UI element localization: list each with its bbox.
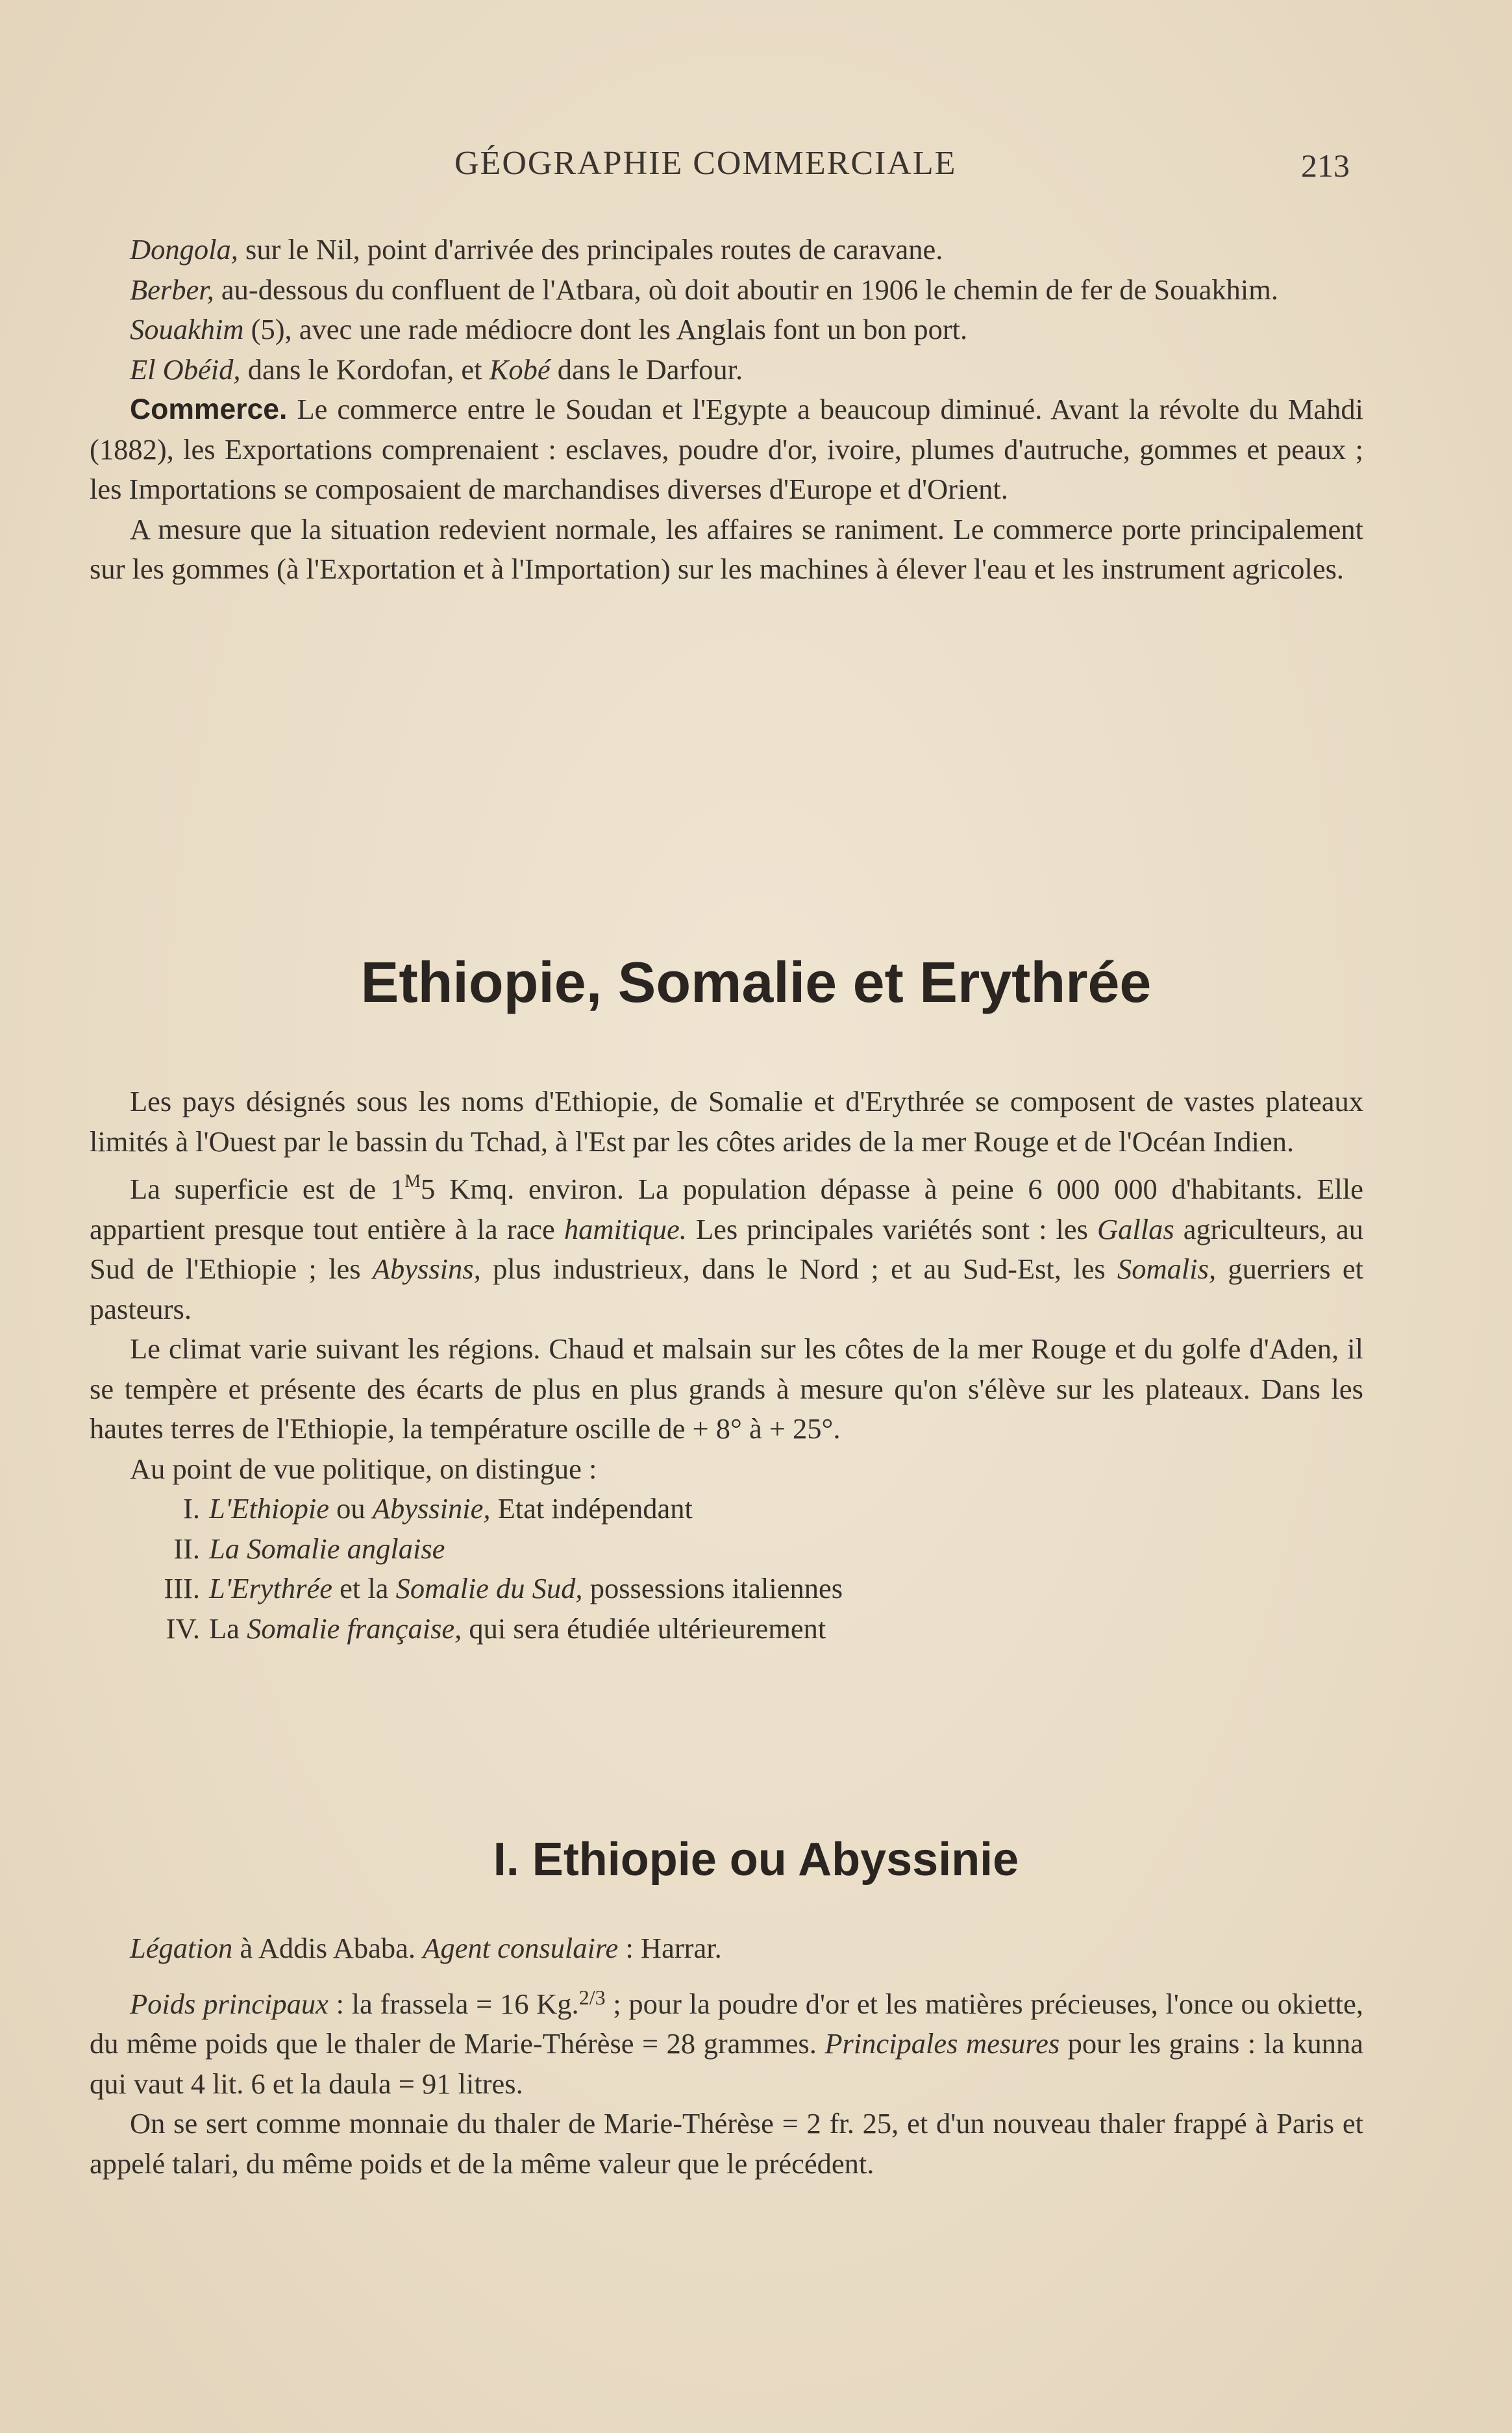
list-number: III.: [164, 1572, 200, 1604]
commerce-paragraph: [90, 390, 1363, 510]
city-name: Souakhim: [130, 313, 244, 345]
city-name: Kobé: [489, 353, 551, 386]
text-run-italic: L'Ethiopie: [209, 1492, 330, 1525]
list-number: I.: [183, 1492, 200, 1525]
text-run-italic: Légation: [130, 1932, 233, 1964]
fraction: 2/3: [578, 1985, 606, 2009]
text-run-italic: L'Erythrée: [209, 1572, 332, 1604]
city-description: dans le Darfour.: [550, 353, 743, 386]
text-run: Les principales variétés sont : les: [686, 1212, 1098, 1245]
text-run: ; pour la poudre d'or et les matières précieuses, l'once ou okiette, du même poids que le thaler de Marie-Thérèse = 28 grammes.: [90, 1987, 1363, 2060]
text-run: guerriers et pasteurs.: [90, 1253, 1363, 1325]
commerce-text: Le commerce entre le Soudan et l'Egypte a beaucoup diminué. Avant la révolte du Mahdi (1882), les Exportations comprenaient : esclaves, poudre d'or, ivoire, plumes d'autruche, gommes et peaux ; les Importations se composaient de marchandises diverses d'Europe et d'Orient.: [90, 393, 1363, 505]
list-item: [90, 1569, 1363, 1609]
paragraph-population: [90, 1162, 1363, 1329]
political-divisions-list: [90, 1489, 1363, 1649]
section-title: Ethiopie, Somalie et Erythrée: [360, 950, 1152, 1014]
city-description: au-dessous du confluent de l'Atbara, où doit aboutir en 1906 le chemin de fer de Souakhim.: [214, 273, 1279, 306]
text-run-italic: Somalie du Sud,: [395, 1572, 583, 1604]
soudan-continuation: [90, 230, 1363, 590]
text-run: : Harrar.: [618, 1932, 722, 1964]
text-run: agriculteurs, au Sud de l'Ethiopie ; les: [90, 1212, 1363, 1285]
paragraph-currency: On se sert comme monnaie du thaler de Marie-Thérèse = 2 fr. 25, et d'un nouveau thaler frappé à Paris et appelé talari, du même poids et de la même valeur que le précédent.: [90, 2107, 1363, 2180]
text-run: ou: [329, 1492, 373, 1525]
city-entry-dongola: [90, 230, 1363, 270]
mesure-paragraph: A mesure que la situation redevient normale, les affaires se raniment. Le commerce porte principalement sur les gommes (à l'Exportation et à l'Importation) sur les machines à élever l'eau et les instrument agricoles.: [90, 512, 1363, 585]
city-entry-berber: [90, 270, 1363, 310]
paragraph-weights: [90, 1978, 1363, 2104]
list-item: [90, 1529, 1363, 1569]
subsection-body: [90, 1919, 1363, 2184]
text-run: 5 Kmq. environ. La population dépasse à peine 6 000 000 d'habitants. Elle appartient presque tout entière à la race: [90, 1173, 1363, 1245]
text-run-italic: Somalis,: [1117, 1253, 1217, 1285]
city-entry-souakhim: [90, 310, 1363, 350]
text-run: Etat indépendant: [490, 1492, 693, 1525]
text-run-italic: Poids principaux: [130, 1987, 328, 2020]
city-description: sur le Nil, point d'arrivée des principales routes de caravane.: [238, 233, 943, 266]
text-run: à Addis Ababa.: [232, 1932, 423, 1964]
list-item: [90, 1609, 1363, 1649]
paragraph-legation: [90, 1928, 1363, 1969]
text-run-italic: La Somalie anglaise: [209, 1532, 445, 1565]
paragraph-climate: Le climat varie suivant les régions. Chaud et malsain sur les côtes de la mer Rouge et du golfe d'Aden, il se tempère et présente des écarts de plus en plus grands à mesure qu'on s'élève sur les plateaux. Dans les hautes terres de l'Ethiopie, la température oscille de + 8° à + 25°.: [90, 1332, 1363, 1445]
city-name: Dongola,: [130, 233, 238, 266]
paragraph-politics: Au point de vue politique, on distingue :: [130, 1452, 597, 1485]
city-description: dans le Kordofan, et: [240, 353, 490, 386]
list-number: II.: [173, 1532, 200, 1565]
text-run: et la: [332, 1572, 396, 1604]
commerce-heading: Commerce.: [130, 393, 288, 425]
page-number: 213: [1301, 147, 1350, 184]
text-run-italic: Abyssinie,: [372, 1492, 491, 1525]
city-name: Berber,: [130, 273, 214, 306]
text-run: pour les grains : la kunna qui vaut 4 lit. 6 et la daula = 91 litres.: [90, 2027, 1364, 2100]
text-run: qui sera étudiée ultérieurement: [462, 1612, 826, 1645]
text-run: possessions italiennes: [582, 1572, 843, 1604]
text-run: : la frassela = 16 Kg.: [328, 1987, 579, 2020]
section-body: [90, 1082, 1363, 1649]
list-number: IV.: [166, 1612, 200, 1645]
text-run-italic: hamitique.: [564, 1212, 687, 1245]
list-item: [90, 1489, 1363, 1529]
text-run-italic: Somalie française,: [247, 1612, 462, 1645]
text-run-italic: Principales mesures: [824, 2027, 1060, 2060]
text-run-italic: Gallas: [1097, 1212, 1174, 1245]
superscript-m: M: [404, 1171, 421, 1192]
running-title: GÉOGRAPHIE COMMERCIALE: [454, 145, 957, 182]
city-entry-el-obeid: [90, 350, 1363, 390]
subsection-title: I. Ethiopie ou Abyssinie: [493, 1834, 1019, 1886]
text-run-italic: Agent consulaire: [423, 1932, 619, 1964]
text-run: plus industrieux, dans le Nord ; et au Sud-Est, les: [480, 1253, 1118, 1285]
city-description: (5), avec une rade médiocre dont les Anglais font un bon port.: [243, 313, 968, 345]
text-run: La superficie est de 1: [130, 1173, 405, 1205]
text-run-italic: Abyssins,: [372, 1253, 481, 1285]
city-name: El Obéid,: [130, 353, 241, 386]
text-run: La: [209, 1612, 247, 1645]
paragraph-geography: Les pays désignés sous les noms d'Ethiopie, de Somalie et d'Erythrée se composent de vastes plateaux limités à l'Ouest par le bassin du Tchad, à l'Est par les côtes arides de la mer Rouge et de l'Océan Indien.: [90, 1085, 1363, 1158]
